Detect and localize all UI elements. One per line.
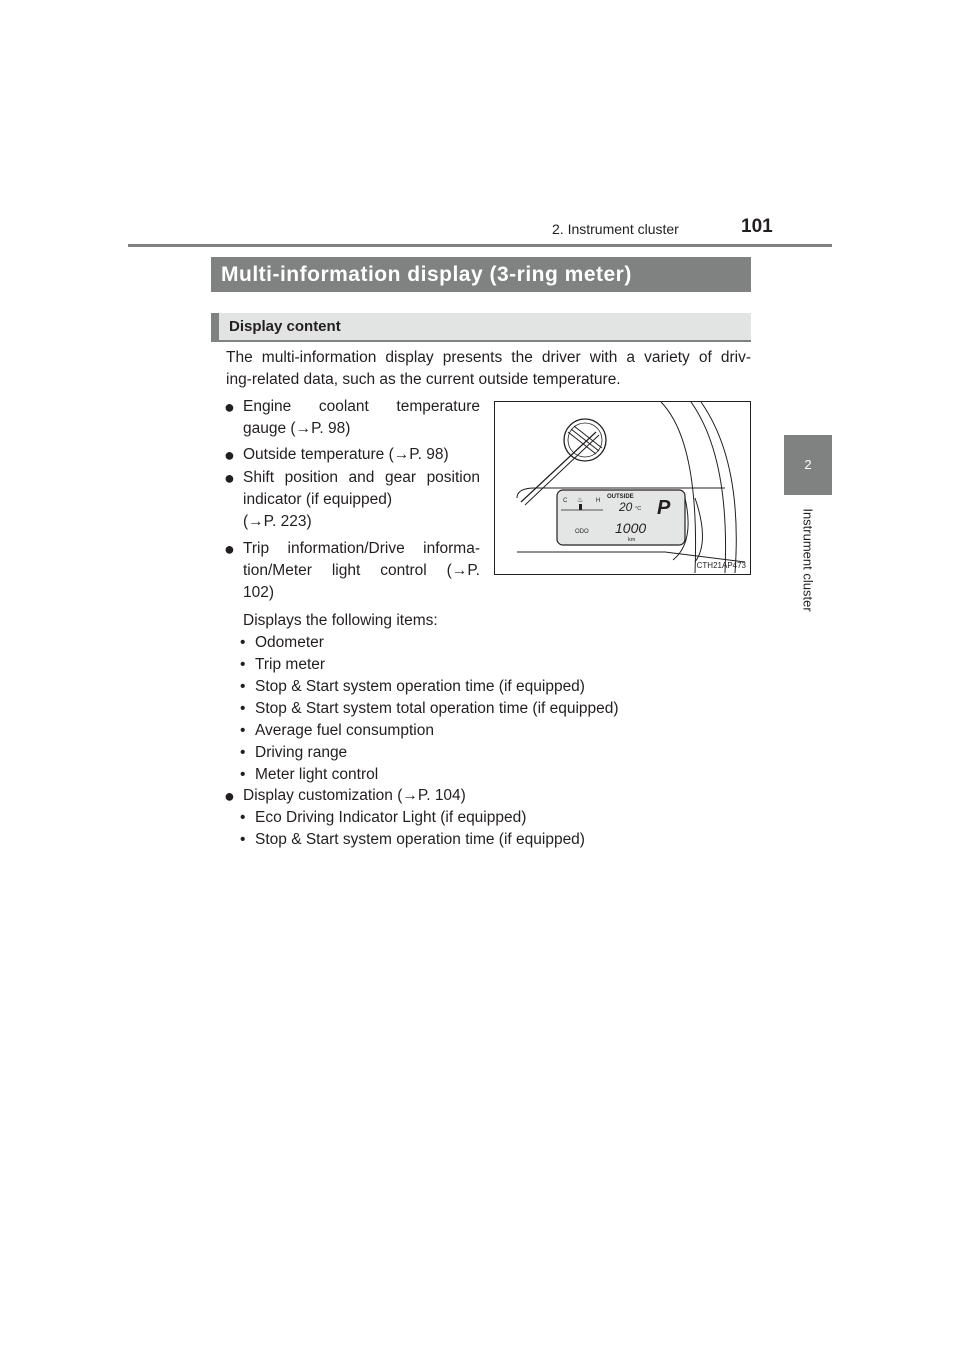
bullet-line: Trip information/Drive informa- xyxy=(243,540,480,557)
bullet-dot-icon: ● xyxy=(224,468,235,488)
list-item: • Stop & Start system operation time (if equipped) xyxy=(237,676,619,698)
figure-code: CTH21AP473 xyxy=(696,561,746,570)
list-item: • Driving range xyxy=(237,742,619,764)
temp-gauge-bar xyxy=(579,504,582,510)
list-item: • Eco Driving Indicator Light (if equipped) xyxy=(237,807,585,829)
intro-line: ing-related data, such as the current outside temperature. xyxy=(226,371,621,388)
cluster-illustration xyxy=(495,402,749,573)
coolant-temp-icon: ♨ xyxy=(577,497,584,504)
bullet-line: Shift position and gear position xyxy=(243,469,480,486)
section-title: Multi-information display (3-ring meter) xyxy=(211,257,751,292)
intro-paragraph xyxy=(226,347,751,391)
bullet-line: 102) xyxy=(243,584,275,601)
customization-list xyxy=(243,807,585,851)
bullet-line: Outside temperature (→P. 98) xyxy=(243,446,449,463)
list-item: • Average fuel consumption xyxy=(237,720,619,742)
shift-position: P xyxy=(657,497,671,519)
bullet-line: Display customization (→P. 104) xyxy=(243,787,466,804)
temp-hot-label: H xyxy=(596,498,601,504)
chapter-tab: 2 xyxy=(784,435,832,495)
temp-unit: °C xyxy=(635,506,642,512)
bullet-dot-icon: ● xyxy=(224,445,235,465)
odo-label: ODO xyxy=(575,529,589,535)
odo-unit: km xyxy=(628,537,636,543)
bullet-dot-icon: ● xyxy=(224,539,235,559)
bullet-line: gauge (→P. 98) xyxy=(243,420,351,437)
display-housing-outline xyxy=(695,498,703,562)
list-item: • Meter light control xyxy=(237,764,619,786)
bullet-dot-icon: ● xyxy=(224,786,235,806)
list-item: • Stop & Start system total operation time (if equipped) xyxy=(237,698,619,720)
displays-intro: Displays the following items: xyxy=(243,612,438,629)
list-item: • Stop & Start system operation time (if equipped) xyxy=(237,829,585,851)
list-item: • Odometer xyxy=(237,632,619,654)
header-section-title: 2. Instrument cluster xyxy=(552,221,679,237)
instrument-cluster-figure xyxy=(494,401,751,575)
odo-value: 1000 xyxy=(615,520,647,536)
outside-label: OUTSIDE xyxy=(607,494,634,500)
header-divider xyxy=(128,244,832,247)
bullet-line: (→P. 223) xyxy=(243,513,312,530)
page-number: 101 xyxy=(741,216,773,237)
bullet-line: indicator (if equipped) xyxy=(243,491,393,508)
bullet-line: tion/Meter light control (→P. xyxy=(243,562,480,579)
list-item: • Trip meter xyxy=(237,654,619,676)
intro-line: The multi-information display presents the driver with a variety of driv- xyxy=(226,349,751,366)
subsection-title: Display content xyxy=(211,313,751,341)
outside-temp-value: 20 xyxy=(619,500,633,514)
chapter-label: Instrument cluster xyxy=(800,508,816,612)
subsection-divider xyxy=(211,340,751,342)
temp-cold-label: C xyxy=(563,498,568,504)
bullet-dot-icon: ● xyxy=(224,397,235,417)
bullet-line: Engine coolant temperature xyxy=(243,398,480,415)
displays-list xyxy=(243,610,619,786)
